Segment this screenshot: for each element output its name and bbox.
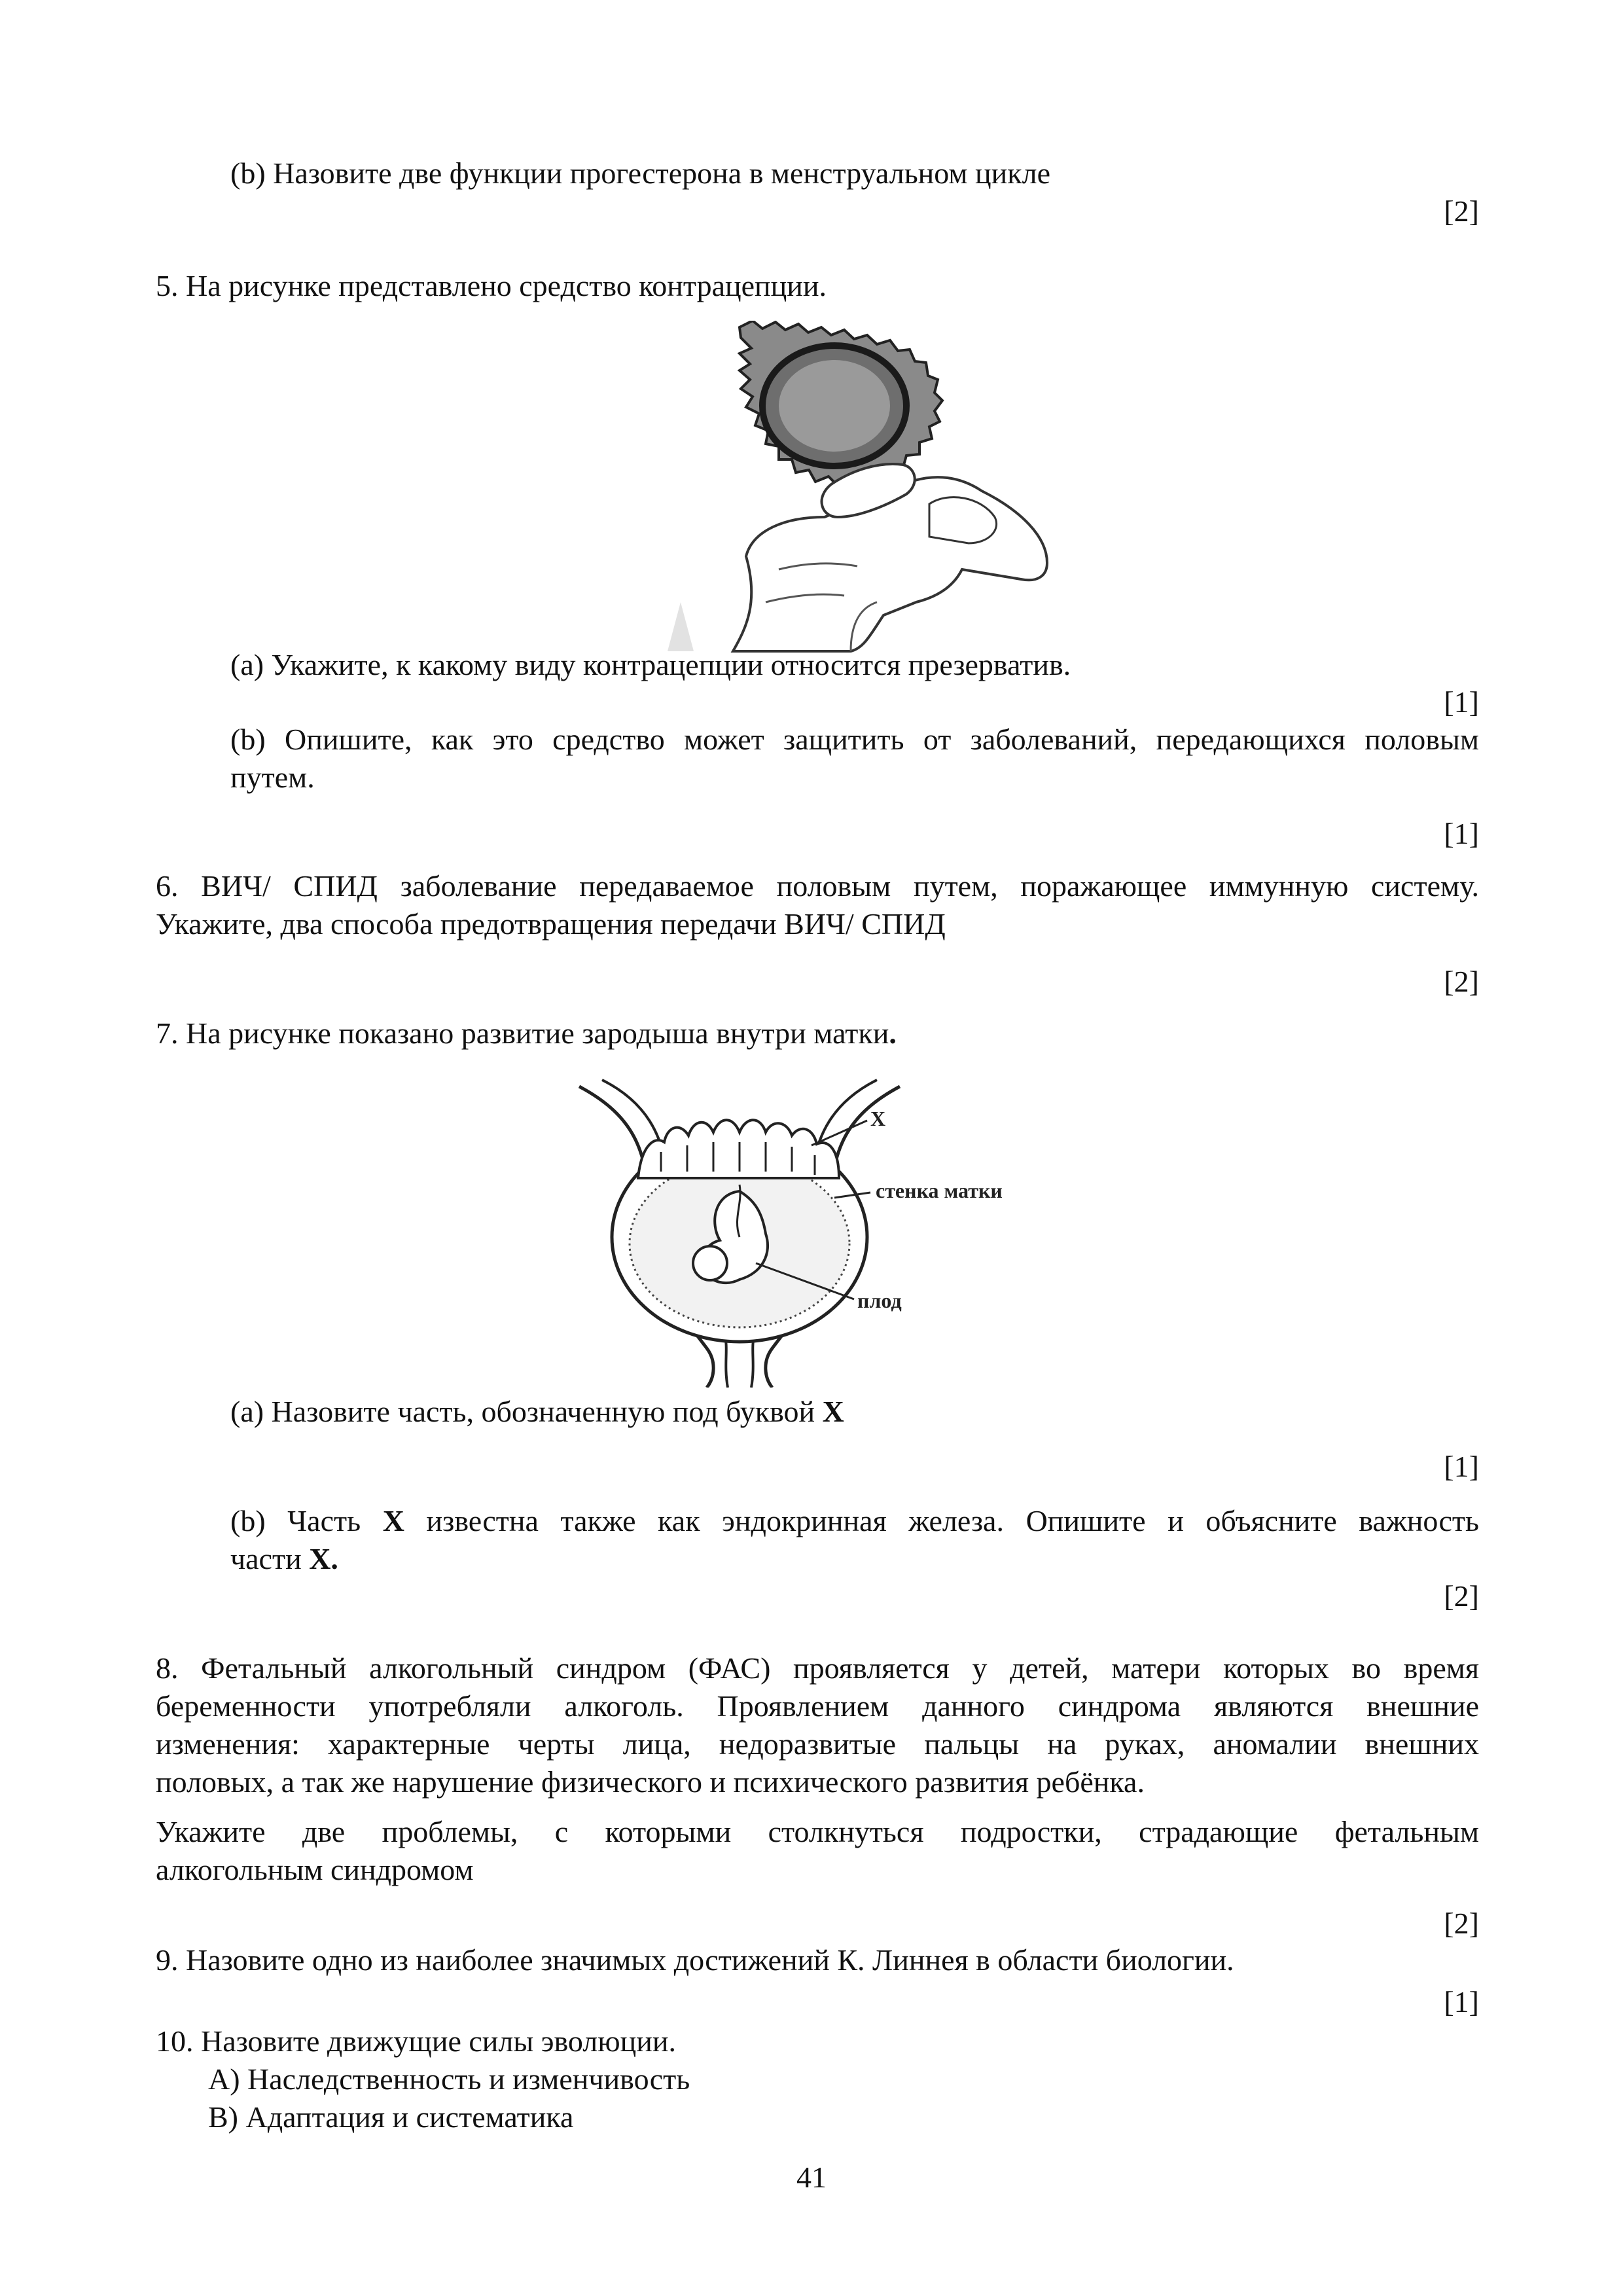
q8-marks: [2] xyxy=(1444,1907,1479,1940)
q5b-line2: путем. xyxy=(230,761,315,794)
q5a-text: (a) Укажите, к какому виду контрацепции относится презерватив. xyxy=(230,648,1071,681)
q8-p1-line1: 8. Фетальный алкогольный синдром (ФАС) проявляется у детей, матери которых во время xyxy=(156,1651,1479,1685)
x-pointer-line xyxy=(812,1121,867,1145)
q10-stem: 10. Назовите движущие силы эволюции. xyxy=(156,2024,676,2058)
q7-stem-end: . xyxy=(889,1016,897,1050)
q4b-marks: [2] xyxy=(1444,194,1479,228)
q8-p1-line4: половых, а так же нарушение физического и психического развития ребёнка. xyxy=(156,1765,1145,1799)
q7b-line2-x: X. xyxy=(309,1542,338,1575)
q8-p2-line1: Укажите две проблемы, с которыми столкнуться подростки, страдающие фетальным xyxy=(156,1815,1479,1848)
q7b-pre: (b) Часть xyxy=(230,1504,383,1537)
q7b-line2 xyxy=(230,1540,338,1578)
q5b-line1: (b) Опишите, как это средство может защитить от заболеваний, передающихся половым xyxy=(230,723,1479,756)
condom-figure xyxy=(654,321,1060,655)
q5a-marks: [1] xyxy=(1444,685,1479,719)
q7a-text-body: (a) Назовите часть, обозначенную под буквой xyxy=(230,1395,823,1428)
q10-option-a: А) Наследственность и изменчивость xyxy=(208,2062,690,2096)
page-number: 41 xyxy=(796,2161,827,2194)
q7-stem-text: 7. На рисунке показано развитие зародыша внутри матки xyxy=(156,1016,889,1050)
q10-option-b: В) Адаптация и систематика xyxy=(208,2100,574,2134)
q7a-x: X xyxy=(822,1395,844,1428)
q6-marks: [2] xyxy=(1444,965,1479,998)
q8-p1-line2: беременности употребляли алкоголь. Проявлением данного синдрома являются внешние xyxy=(156,1689,1479,1723)
q5b-marks: [1] xyxy=(1444,817,1479,850)
q9-text: 9. Назовите одно из наиболее значимых достижений К. Линнея в области биологии. xyxy=(156,1943,1234,1977)
wrist-shade xyxy=(668,602,694,651)
q4b-text: (b) Назовите две функции прогестерона в менструальном цикле xyxy=(230,156,1050,190)
q7b-marks: [2] xyxy=(1444,1579,1479,1613)
q6-line2: Укажите, два способа предотвращения передачи ВИЧ/ СПИД xyxy=(156,907,946,941)
q5-stem: 5. На рисунке представлено средство контрацепции. xyxy=(156,269,827,302)
q9-marks: [1] xyxy=(1444,1985,1479,2018)
q6-line1: 6. ВИЧ/ СПИД заболевание передаваемое половым путем, поражающее иммунную систему. xyxy=(156,869,1479,903)
q7b-post: известна также как эндокринная железа. Опишите и объясните важность xyxy=(404,1504,1479,1537)
label-x: X xyxy=(870,1107,886,1130)
q7a-text xyxy=(230,1393,844,1431)
label-uterus-wall: стенка матки xyxy=(876,1179,1003,1202)
q7b-x: X xyxy=(382,1504,404,1537)
fetus-head xyxy=(693,1246,727,1280)
q7a-marks: [1] xyxy=(1444,1450,1479,1483)
q8-p2-line2: алкогольным синдромом xyxy=(156,1853,474,1886)
q8-p1-line3: изменения: характерные черты лица, недоразвитые пальцы на руках, аномалии внешних xyxy=(156,1727,1479,1761)
q7-stem xyxy=(156,1014,897,1052)
q7b-line1 xyxy=(230,1502,1479,1540)
uterus-figure xyxy=(576,1073,1073,1388)
label-fetus: плод xyxy=(857,1289,902,1312)
condom-center xyxy=(779,360,890,452)
q7b-line2-pre: части xyxy=(230,1542,310,1575)
